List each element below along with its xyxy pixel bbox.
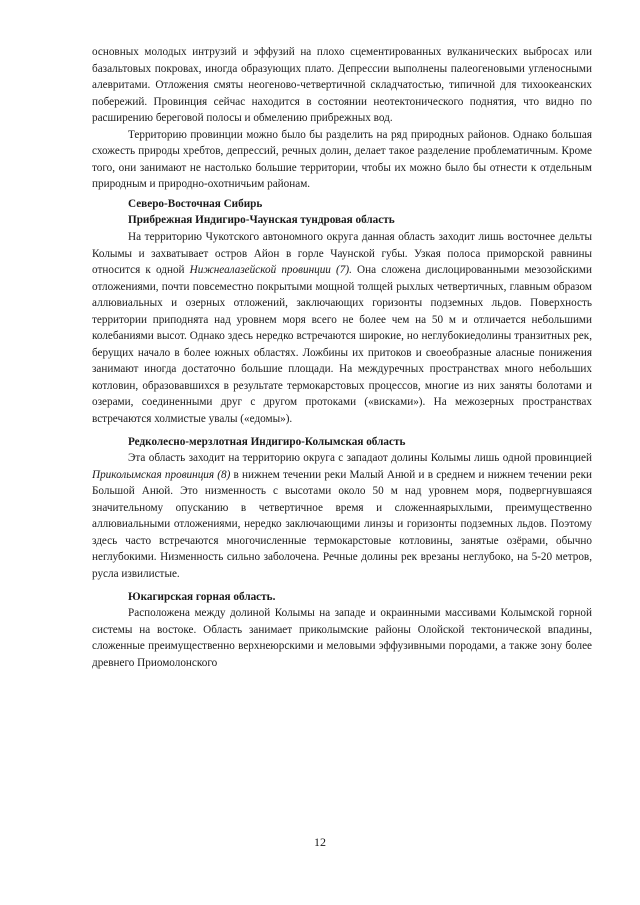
paragraph-intro-continuation: основных молодых интрузий и эффузий на плохо сцементированных вулканических выбросах или базальтовых покровах, иногда образующих плато. Депрессии выполнены палеогеновыми угленосными алевритами. Отложения смяты неогеново-четвертичной складчатостью, типичной для тихоокеанских побережий. Провинция сейчас находится в состоянии неотектонического поднятия, что видно по расширению береговой полосы и обмелению прибрежных вод.	[92, 46, 592, 125]
paragraph-coastal-area	[92, 229, 592, 428]
province-name-nizhnealazeyskaya: Нижнеалазейской провинции (7).	[189, 264, 352, 277]
heading-coastal-indigiro-chaun-area: Прибрежная Индигиро-Чаунская тундровая область	[128, 214, 395, 227]
paragraph-province-regions: Территорию провинции можно было бы разделить на ряд природных районов. Однако большая схожесть природы хребтов, депрессий, речных долин, делает такое разделение проблематичным. Кроме того, они занимают не настолько большие территории, чтобы их можно было бы отнести к отдельным природным и природно-охотничьим районам.	[92, 128, 592, 191]
paragraph-indigiro-kolyma-area	[92, 450, 592, 582]
paragraph-indigiro-kolyma-text-a: Эта область заходит на территорию округа с западаот долины Колымы лишь одной провинцией	[128, 452, 592, 465]
heading-northeast-siberia: Северо-Восточная Сибирь	[128, 197, 263, 210]
document-page	[92, 44, 592, 671]
heading-yukagir-mountain-area: Юкагирская горная область.	[128, 590, 276, 603]
page-number: 12	[314, 835, 326, 849]
paragraph-coastal-area-text-a: На территорию Чукотского автономного округа данная область заходит лишь восточнее дельты Колымы и захватывает остров Айон в горле Чаунской губы. Узкая полоса приморской равнины относится к одной	[92, 231, 592, 277]
heading-indigiro-kolyma-area: Редколесно-мерзлотная Индигиро-Колымская область	[128, 435, 406, 448]
province-name-prikolymskaya: Приколымская провинция (8)	[92, 468, 231, 481]
paragraph-yukagir-area: Расположена между долиной Колымы на западе и окраинными массивами Колымской горной системы на востоке. Область занимает приколымские районы Олойской тектонической впадины, сложенные преимущественно верхнеюрскими и меловыми эффузивными породами, а также зону более древнего Приомолонского	[92, 607, 592, 669]
paragraph-coastal-area-text-b: Она сложена дислоцированными мезозойскими отложениями, почти повсеместно покрытыми мощной толщей рыхлых четвертичных, главным образом аллювиальных и озерных отложений, заключающих горизонты подземных льдов. Поверхность территории приподнята над уровнем моря всего не более чем на 50 м и отличается небольшими колебаниями высот. Однако здесь нередко встречаются широкие, но неглубокиедолины транзитных рек, берущих начало в более южных областях. Ложбины их притоков и своеобразные аласные понижения занимают иногда достаточно большие площади. На междуречных пространствах много небольших котловин, образовавшихся в результате термокарстовых процессов, многие из них заняты болотами и озерами, соединенными друг с другом протоками («висками»). На межозерных пространствах встречаются холмистые увалы («едомы»).	[92, 264, 592, 426]
paragraph-indigiro-kolyma-text-b: в нижнем течении реки Малый Анюй и в среднем и нижнем течении реки Большой Анюй. Это низменность с высотами около 50 м над уровнем моря, подвергнувшаяся значительному опусканию в четвертичное время и сложеннаярыхлыми, преимущественно аллювиальными отложениями, нередко заключающими линзы и горизонты подземных льдов. Поэтому здесь часто встречаются многочисленные термокарстовые котловины, занятые озёрами, обычно неглубокими. Низменность сильно заболочена. Речные долины рек врезаны неглубоко, на 5-20 метров, русла извилистые.	[92, 468, 592, 580]
